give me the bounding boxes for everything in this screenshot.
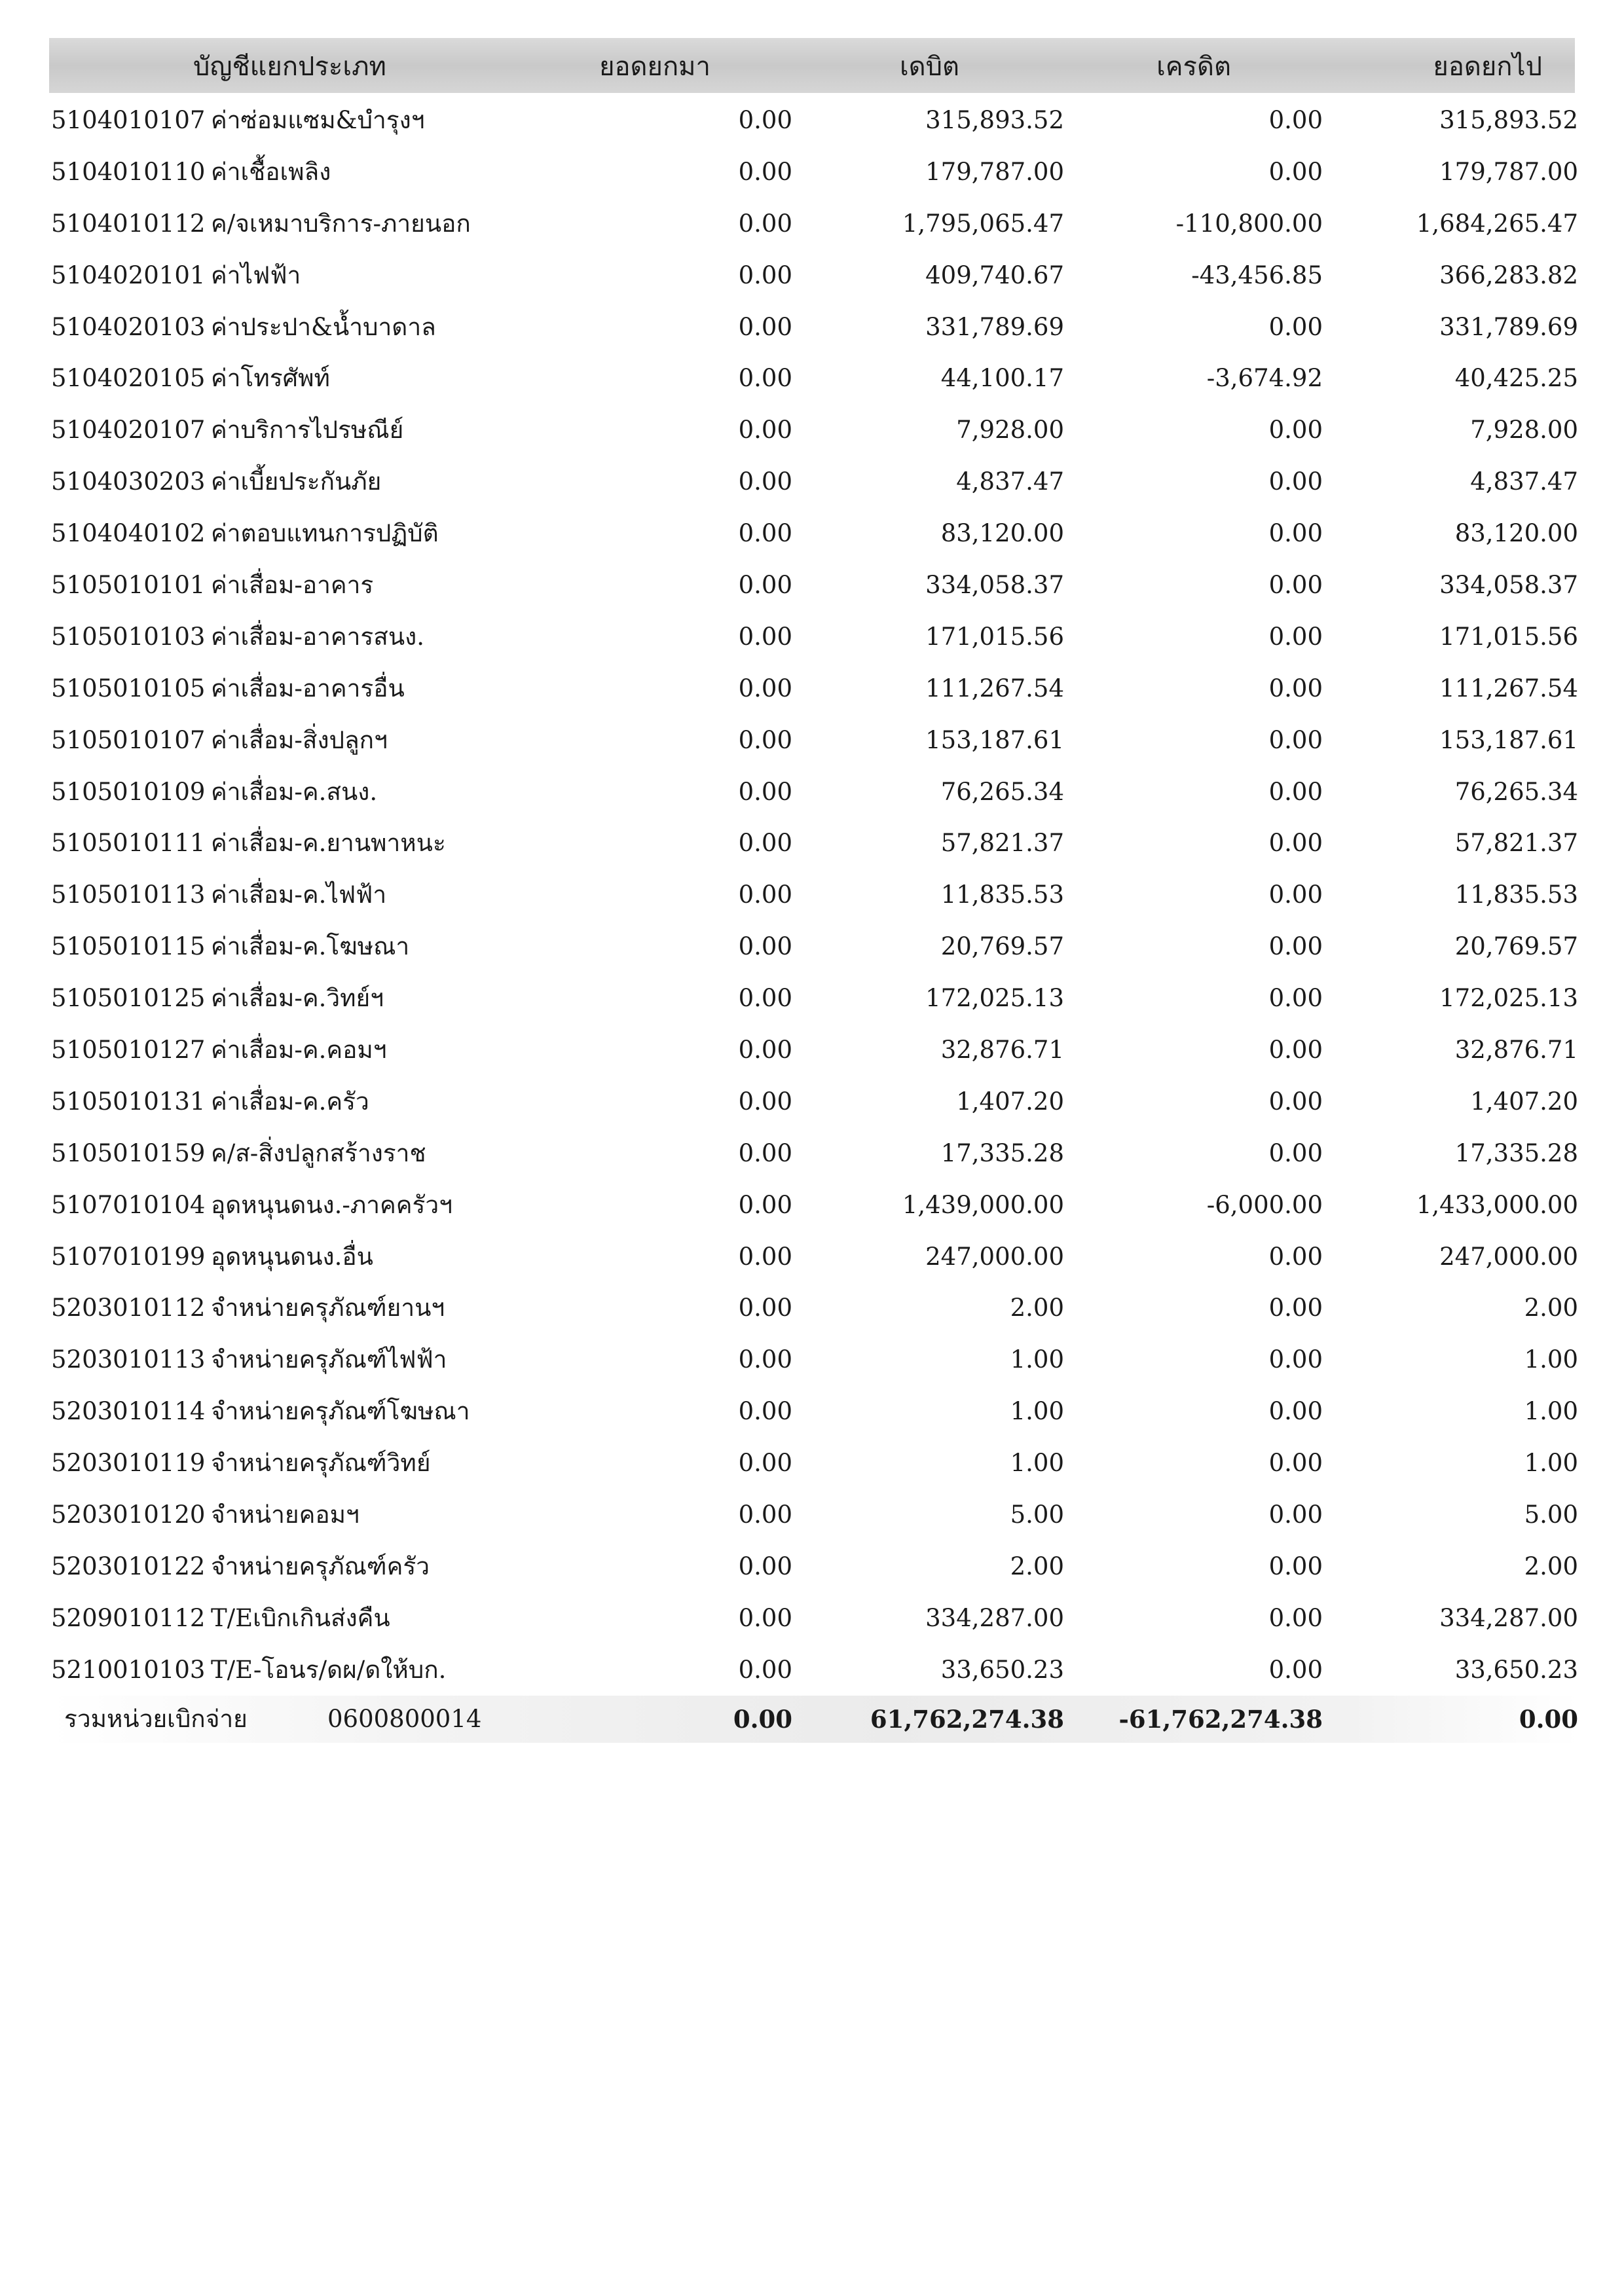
credit-amount: 0.00 [1268, 674, 1323, 702]
account-name: ค่าเสื่อม-ค.คอมฯ [211, 1036, 387, 1065]
total-code: 0600800014 [327, 1705, 482, 1733]
debit-amount: 33,650.23 [940, 1655, 1064, 1684]
closing-balance: 1,684,265.47 [1416, 209, 1578, 238]
table-row [0, 611, 1624, 663]
opening-balance: 0.00 [738, 1655, 792, 1684]
closing-balance: 331,789.69 [1439, 312, 1578, 341]
closing-balance: 179,787.00 [1439, 157, 1578, 186]
header-account: บัญชีแยกประเภท [193, 52, 386, 82]
account-code: 5105010113 [51, 881, 206, 909]
closing-balance: 83,120.00 [1454, 519, 1578, 548]
opening-balance: 0.00 [738, 1449, 792, 1478]
credit-amount: 0.00 [1268, 1139, 1323, 1167]
table-row [0, 456, 1624, 508]
opening-balance: 0.00 [738, 725, 792, 754]
account-code: 5210010103 [51, 1655, 206, 1684]
account-code: 5203010120 [51, 1501, 206, 1529]
table-row [0, 508, 1624, 560]
debit-amount: 179,787.00 [925, 157, 1064, 186]
account-code: 5105010109 [51, 777, 206, 806]
account-name: ค่าเสื่อม-ค.ครัว [211, 1087, 369, 1116]
account-name: ค่าเสื่อม-ค.โฆษณา [211, 932, 410, 961]
account-code: 5209010112 [51, 1603, 206, 1632]
opening-balance: 0.00 [738, 1603, 792, 1632]
account-name: ค่าเสื่อม-ค.สนง. [211, 777, 378, 806]
table-row [0, 1334, 1624, 1386]
account-name: ค่าเสื่อม-ค.วิทย์ฯ [211, 984, 384, 1013]
table-row [0, 95, 1624, 147]
account-code: 5203010122 [51, 1552, 206, 1580]
account-name: ค/จเหมาบริการ-ภายนอก [211, 209, 471, 238]
debit-amount: 409,740.67 [925, 261, 1064, 289]
credit-amount: 0.00 [1268, 157, 1323, 186]
closing-balance: 32,876.71 [1454, 1036, 1578, 1065]
account-name: ค่าเสื่อม-อาคารสนง. [211, 622, 424, 651]
table-row [0, 663, 1624, 715]
table-row [0, 560, 1624, 611]
debit-amount: 1,407.20 [956, 1087, 1064, 1116]
debit-amount: 153,187.61 [925, 725, 1064, 754]
account-code: 5107010199 [51, 1242, 206, 1271]
opening-balance: 0.00 [738, 1036, 792, 1065]
credit-amount: 0.00 [1268, 519, 1323, 548]
debit-amount: 111,267.54 [925, 674, 1064, 702]
debit-amount: 1.00 [1010, 1345, 1064, 1374]
closing-balance: 33,650.23 [1454, 1655, 1578, 1684]
debit-amount: 1.00 [1010, 1397, 1064, 1426]
table-row [0, 1438, 1624, 1489]
account-code: 5104010112 [51, 209, 206, 238]
credit-amount: 0.00 [1268, 416, 1323, 445]
table-row [0, 1128, 1624, 1180]
opening-balance: 0.00 [738, 467, 792, 496]
credit-amount: -110,800.00 [1175, 209, 1323, 238]
account-code: 5203010114 [51, 1397, 206, 1426]
credit-amount: 0.00 [1268, 622, 1323, 651]
closing-balance: 1,407.20 [1470, 1087, 1578, 1116]
table-row [0, 1231, 1624, 1283]
debit-amount: 83,120.00 [940, 519, 1064, 548]
account-name: ค่าตอบแทนการปฏิบัติ [211, 519, 439, 548]
credit-amount: 0.00 [1268, 312, 1323, 341]
header-debit: เดบิต [899, 52, 959, 82]
account-name: ค/ส-สิ่งปลูกสร้างราช [211, 1139, 426, 1167]
account-name: ค่าซ่อมแซม&บำรุงฯ [211, 106, 425, 134]
account-name: จำหน่ายครุภัณฑ์ครัว [211, 1552, 430, 1580]
table-row [0, 921, 1624, 973]
closing-balance: 172,025.13 [1439, 984, 1578, 1013]
table-row [0, 353, 1624, 405]
table-row [0, 1541, 1624, 1593]
credit-amount: 0.00 [1268, 1449, 1323, 1478]
debit-amount: 1.00 [1010, 1449, 1064, 1478]
opening-balance: 0.00 [738, 881, 792, 909]
closing-balance: 11,835.53 [1454, 881, 1578, 909]
credit-amount: 0.00 [1268, 1655, 1323, 1684]
total-row [0, 1696, 1624, 1743]
account-code: 5105010127 [51, 1036, 206, 1065]
account-code: 5105010111 [51, 829, 206, 858]
credit-amount: 0.00 [1268, 1501, 1323, 1529]
debit-amount: 32,876.71 [940, 1036, 1064, 1065]
table-row [0, 1283, 1624, 1334]
credit-amount: 0.00 [1268, 725, 1323, 754]
debit-amount: 331,789.69 [925, 312, 1064, 341]
opening-balance: 0.00 [738, 1294, 792, 1322]
debit-amount: 1,795,065.47 [902, 209, 1064, 238]
closing-balance: 153,187.61 [1439, 725, 1578, 754]
opening-balance: 0.00 [738, 674, 792, 702]
account-code: 5104010107 [51, 106, 206, 134]
account-code: 5104010110 [51, 157, 206, 186]
table-row [0, 1489, 1624, 1541]
account-name: จำหน่ายคอมฯ [211, 1501, 360, 1529]
credit-amount: -6,000.00 [1206, 1190, 1323, 1219]
credit-amount: 0.00 [1268, 1087, 1323, 1116]
opening-balance: 0.00 [738, 932, 792, 961]
debit-amount: 57,821.37 [940, 829, 1064, 858]
account-code: 5104030203 [51, 467, 206, 496]
opening-balance: 0.00 [738, 1139, 792, 1167]
closing-balance: 1.00 [1524, 1449, 1578, 1478]
credit-amount: 0.00 [1268, 984, 1323, 1013]
account-code: 5104020105 [51, 364, 206, 393]
account-name: ค่าเสื่อม-ค.ยานพาหนะ [211, 829, 446, 858]
closing-balance: 17,335.28 [1454, 1139, 1578, 1167]
table-row [0, 250, 1624, 302]
opening-balance: 0.00 [738, 1190, 792, 1219]
account-code: 5104020101 [51, 261, 206, 289]
account-code: 5107010104 [51, 1190, 206, 1219]
opening-balance: 0.00 [738, 1345, 792, 1374]
table-row [0, 973, 1624, 1025]
closing-balance: 2.00 [1524, 1552, 1578, 1580]
table-row [0, 1386, 1624, 1438]
account-code: 5203010113 [51, 1345, 206, 1374]
table-row [0, 1180, 1624, 1231]
account-code: 5105010115 [51, 932, 206, 961]
account-code: 5105010131 [51, 1087, 206, 1116]
opening-balance: 0.00 [738, 571, 792, 600]
account-code: 5105010105 [51, 674, 206, 702]
account-name: ค่าประปา&น้ำบาดาล [211, 312, 436, 341]
credit-amount: 0.00 [1268, 777, 1323, 806]
account-code: 5104020103 [51, 312, 206, 341]
debit-amount: 17,335.28 [940, 1139, 1064, 1167]
credit-amount: 0.00 [1268, 932, 1323, 961]
credit-amount: -3,674.92 [1206, 364, 1323, 393]
opening-balance: 0.00 [738, 261, 792, 289]
account-name: จำหน่ายครุภัณฑ์วิทย์ [211, 1449, 431, 1478]
closing-balance: 1.00 [1524, 1345, 1578, 1374]
debit-amount: 20,769.57 [940, 932, 1064, 961]
debit-amount: 11,835.53 [940, 881, 1064, 909]
debit-amount: 2.00 [1010, 1294, 1064, 1322]
credit-amount: 0.00 [1268, 1294, 1323, 1322]
table-row [0, 869, 1624, 921]
account-code: 5105010159 [51, 1139, 206, 1167]
table-row [0, 767, 1624, 818]
account-name: ค่าไฟฟ้า [211, 261, 301, 289]
account-name: ค่าโทรศัพท์ [211, 364, 330, 393]
account-name: T/E-โอนร/ดผ/ดให้บก. [211, 1655, 447, 1684]
credit-amount: 0.00 [1268, 829, 1323, 858]
header-credit: เครดิต [1156, 52, 1231, 82]
debit-amount: 334,058.37 [925, 571, 1064, 600]
account-code: 5105010101 [51, 571, 206, 600]
total-opening: 0.00 [733, 1705, 792, 1734]
table-row [0, 147, 1624, 198]
closing-balance: 247,000.00 [1439, 1242, 1578, 1271]
closing-balance: 5.00 [1524, 1501, 1578, 1529]
debit-amount: 4,837.47 [956, 467, 1064, 496]
closing-balance: 366,283.82 [1439, 261, 1578, 289]
opening-balance: 0.00 [738, 984, 792, 1013]
credit-amount: 0.00 [1268, 571, 1323, 600]
closing-balance: 76,265.34 [1454, 777, 1578, 806]
account-code: 5203010119 [51, 1449, 206, 1478]
opening-balance: 0.00 [738, 312, 792, 341]
total-closing: 0.00 [1519, 1705, 1578, 1734]
account-name: จำหน่ายครุภัณฑ์ยานฯ [211, 1294, 445, 1322]
total-credit: -61,762,274.38 [1118, 1705, 1323, 1734]
debit-amount: 2.00 [1010, 1552, 1064, 1580]
opening-balance: 0.00 [738, 1397, 792, 1426]
closing-balance: 20,769.57 [1454, 932, 1578, 961]
closing-balance: 7,928.00 [1470, 416, 1578, 445]
account-code: 5104040102 [51, 519, 206, 548]
closing-balance: 4,837.47 [1470, 467, 1578, 496]
debit-amount: 334,287.00 [925, 1603, 1064, 1632]
closing-balance: 1.00 [1524, 1397, 1578, 1426]
opening-balance: 0.00 [738, 416, 792, 445]
opening-balance: 0.00 [738, 1242, 792, 1271]
opening-balance: 0.00 [738, 1501, 792, 1529]
opening-balance: 0.00 [738, 519, 792, 548]
closing-balance: 171,015.56 [1439, 622, 1578, 651]
table-row [0, 1025, 1624, 1076]
closing-balance: 334,287.00 [1439, 1603, 1578, 1632]
opening-balance: 0.00 [738, 209, 792, 238]
table-row [0, 1076, 1624, 1128]
credit-amount: 0.00 [1268, 467, 1323, 496]
debit-amount: 171,015.56 [925, 622, 1064, 651]
opening-balance: 0.00 [738, 829, 792, 858]
account-name: ค่าเสื่อม-สิ่งปลูกฯ [211, 725, 388, 754]
credit-amount: 0.00 [1268, 1036, 1323, 1065]
account-name: ค่าเสื่อม-ค.ไฟฟ้า [211, 881, 387, 909]
debit-amount: 315,893.52 [925, 106, 1064, 134]
account-name: ค่าบริการไปรษณีย์ [211, 416, 404, 445]
table-row [0, 405, 1624, 456]
opening-balance: 0.00 [738, 106, 792, 134]
header-opening: ยอดยกมา [599, 52, 710, 82]
table-row [0, 818, 1624, 869]
account-name: อุดหนุนดนง.อื่น [211, 1242, 373, 1271]
account-code: 5105010125 [51, 984, 206, 1013]
account-name: T/Eเบิกเกินส่งคืน [211, 1603, 390, 1632]
table-row [0, 1645, 1624, 1696]
account-code: 5105010107 [51, 725, 206, 754]
credit-amount: 0.00 [1268, 1242, 1323, 1271]
opening-balance: 0.00 [738, 777, 792, 806]
ledger-rows [0, 95, 1624, 1696]
account-name: ค่าเสื่อม-อาคารอื่น [211, 674, 405, 702]
table-row [0, 198, 1624, 250]
credit-amount: -43,456.85 [1191, 261, 1323, 289]
account-name: ค่าเชื้อเพลิง [211, 157, 331, 186]
opening-balance: 0.00 [738, 1087, 792, 1116]
account-name: ค่าเสื่อม-อาคาร [211, 571, 374, 600]
closing-balance: 111,267.54 [1439, 674, 1578, 702]
debit-amount: 172,025.13 [925, 984, 1064, 1013]
credit-amount: 0.00 [1268, 881, 1323, 909]
account-code: 5203010112 [51, 1294, 206, 1322]
table-row [0, 715, 1624, 767]
opening-balance: 0.00 [738, 157, 792, 186]
account-code: 5105010103 [51, 622, 206, 651]
account-name: อุดหนุนดนง.-ภาคครัวฯ [211, 1190, 452, 1219]
account-name: จำหน่ายครุภัณฑ์โฆษณา [211, 1397, 470, 1426]
closing-balance: 2.00 [1524, 1294, 1578, 1322]
credit-amount: 0.00 [1268, 1397, 1323, 1426]
closing-balance: 57,821.37 [1454, 829, 1578, 858]
table-row [0, 1593, 1624, 1645]
account-code: 5104020107 [51, 416, 206, 445]
account-name: ค่าเบี้ยประกันภัย [211, 467, 382, 496]
debit-amount: 76,265.34 [940, 777, 1064, 806]
total-debit: 61,762,274.38 [870, 1705, 1064, 1734]
debit-amount: 44,100.17 [940, 364, 1064, 393]
table-row [0, 302, 1624, 354]
debit-amount: 247,000.00 [925, 1242, 1064, 1271]
account-name: จำหน่ายครุภัณฑ์ไฟฟ้า [211, 1345, 447, 1374]
closing-balance: 315,893.52 [1439, 106, 1578, 134]
credit-amount: 0.00 [1268, 1552, 1323, 1580]
debit-amount: 7,928.00 [956, 416, 1064, 445]
credit-amount: 0.00 [1268, 1603, 1323, 1632]
debit-amount: 1,439,000.00 [902, 1190, 1064, 1219]
header-closing: ยอดยกไป [1433, 52, 1542, 82]
closing-balance: 1,433,000.00 [1416, 1190, 1578, 1219]
debit-amount: 5.00 [1010, 1501, 1064, 1529]
closing-balance: 40,425.25 [1454, 364, 1578, 393]
opening-balance: 0.00 [738, 364, 792, 393]
credit-amount: 0.00 [1268, 106, 1323, 134]
opening-balance: 0.00 [738, 622, 792, 651]
total-label: รวมหน่วยเบิกจ่าย [64, 1705, 248, 1733]
credit-amount: 0.00 [1268, 1345, 1323, 1374]
opening-balance: 0.00 [738, 1552, 792, 1580]
closing-balance: 334,058.37 [1439, 571, 1578, 600]
